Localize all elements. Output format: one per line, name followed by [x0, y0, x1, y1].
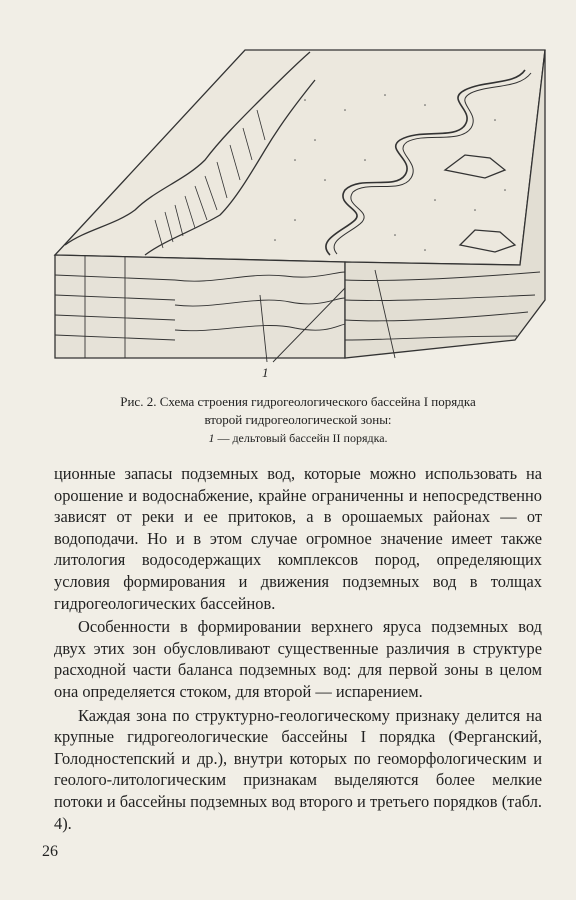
caption-legend	[48, 429, 548, 447]
figure-marker-label: 1	[262, 365, 269, 380]
paragraph-3: Каждая зона по структурно-геологическому признаку делится на крупные гидрогеологические бассейны I порядка (Ферганский, Голодностепский и др.), внутри которых по геоморфологическим и геолого-литологическим признакам выделяются более мелкие потоки и бассейны подземных вод второго и третьего порядков (табл. 4).	[54, 705, 542, 833]
caption-legend-text: — дельтовый бассейн II порядка.	[214, 431, 388, 445]
caption-line-1: Рис. 2. Схема строения гидрогеологического бассейна I порядка	[120, 394, 476, 409]
caption-line-2: второй гидрогеологической зоны:	[204, 412, 392, 427]
paragraph-2: Особенности в формировании верхнего яруса подземных вод двух этих зон обусловливают существенные различия в структуре расходной части баланса подземных вод: для первой зоны в целом она определяется стоком, для второй — испарением.	[54, 617, 542, 701]
body-text	[54, 463, 542, 834]
caption-legend-number: 1	[208, 431, 215, 445]
paragraph-1: ционные запасы подземных вод, которые можно использовать на орошение и водоснабжение, крайне ограниченны и непосредственно зависят от реки и ее притоков, а в орошаемых районах — от водоподачи. Но и в этом случае огромное значение имеет также литология водосодержащих комплексов пород, определяющих условия формирования и движения подземных вод в толщах гидрогеологических бассейнов.	[54, 464, 542, 613]
figure-caption	[48, 393, 548, 447]
page-number: 26	[42, 843, 58, 860]
block-diagram-figure	[45, 40, 550, 380]
block-diagram-illustration	[45, 40, 550, 380]
